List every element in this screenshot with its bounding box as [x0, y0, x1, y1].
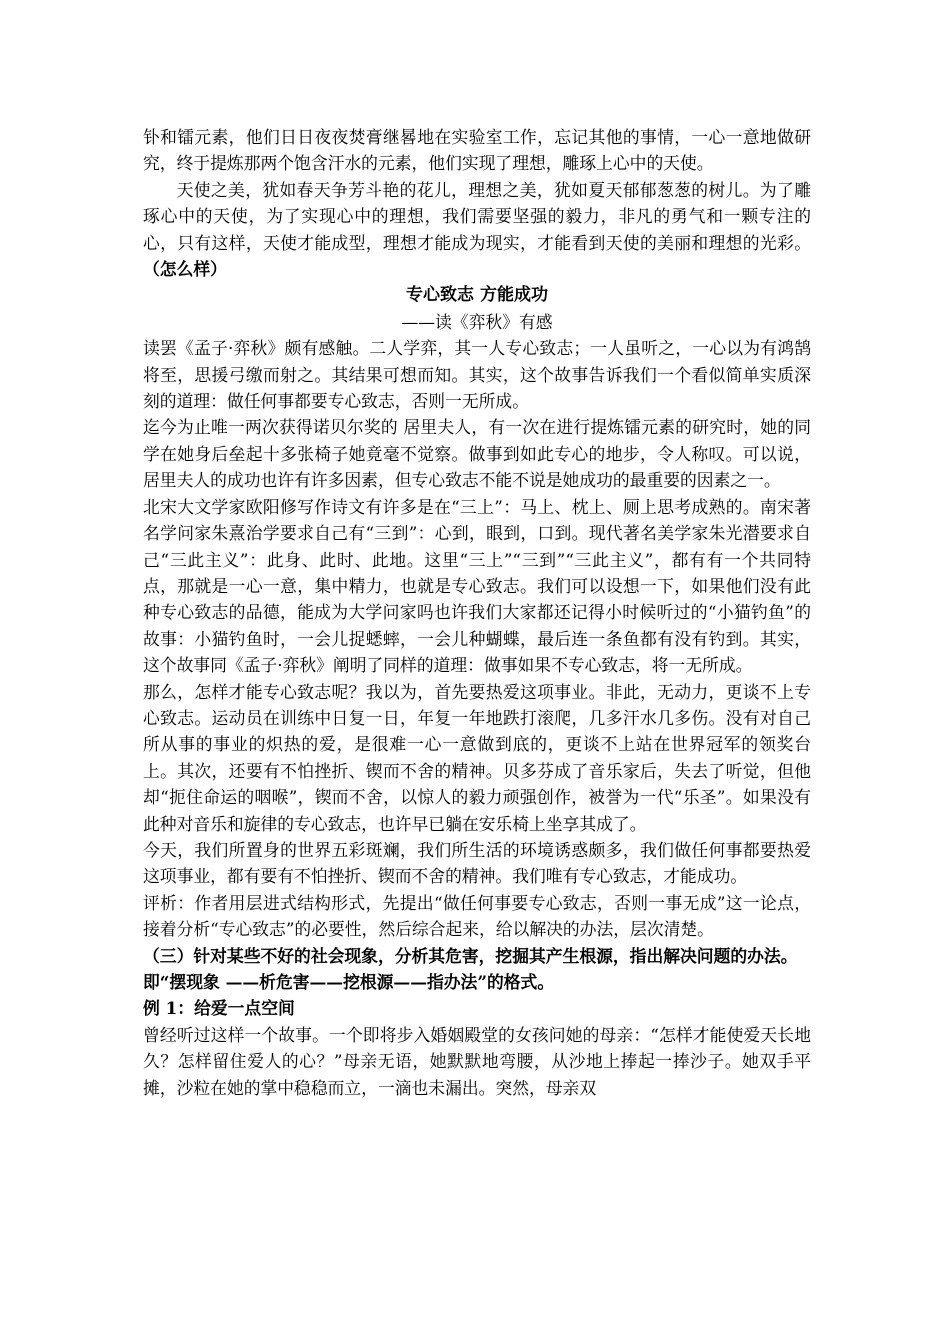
example-title: 例 1：给爱一点空间	[143, 998, 295, 1019]
paragraph-how-to: 那么，怎样才能专心致志呢？我以为，首先要热爱这项事业。非此，无动力，更谈不上专心致志。运动员在训练中日复一日，年复一年地跌打滚爬，几多汗水几多伤。没有对自己所从事的事业的炽热的爱，是很难一心一意做到底的，更谈不上站在世界冠军的领奖台上。其次，还要有不怕挫折、锲而不舍的精神。贝多芬成了音乐家后，失去了听觉，但他却“扼住命运的咽喉”，锲而不舍，以惊人的毅力顽强创作，被誉为一代“乐圣”。如果没有此种对音乐和旋律的专心致志，也许早已躺在安乐椅上坐享其成了。	[143, 681, 811, 834]
paragraph-ouyangxiu: 北宋大文学家欧阳修写作诗文有许多是在“三上”：马上、枕上、厕上思考成熟的。南宋著名学问家朱熹治学要求自己有“三到”：心到，眼到，口到。现代著名美学家朱光潜要求自己“三此主义”：此身、此时、此地。这里“三上”“三到”“三此主义”，都有有一个共同特点，那就是一心一意，集中精力，也就是专心致志。我们可以设想一下，如果他们没有此种专心致志的品德，能成为大学问家吗也许我们大家都还记得小时候听过的“小猫钓鱼”的故事：小猫钓鱼时，一会儿捉蟋蟀，一会儿种蝴蝶，最后连一条鱼都有没有钓到。其实，这个故事同《孟子·弈秋》阐明了同样的道理：做事如果不专心致志，将一无所成。	[143, 496, 811, 676]
paragraph-today: 今天，我们所置身的世界五彩斑斓，我们所生活的环境诱惑颇多，我们做任何事都要热爱这项事业，都有要有不怕挫折、锲而不舍的精神。我们唯有专心致志，才能成功。	[143, 839, 811, 887]
paragraph-commentary: 评析：作者用层进式结构形式，先提出“做任何事要专心致志，否则一事无成”这一论点，接着分析“专心致志”的必要性，然后综合起来，给以解决的办法，层次清楚。	[143, 892, 811, 940]
document-page	[143, 124, 811, 1101]
paragraph-text: 天使之美，犹如春天争芳斗艳的花儿，理想之美，犹如夏天郁郁葱葱的树儿。为了雕琢心中的天使，为了实现心中的理想，我们需要坚强的毅力，非凡的勇气和一颗专注的心，只有这样，天使才能成型，理想才能成为现实，才能看到天使的美丽和理想的光彩。	[143, 179, 811, 253]
essay-title: 专心致志 方能成功	[406, 285, 548, 306]
essay-subtitle: ——读《弈秋》有感	[401, 311, 553, 332]
paragraph-angel-beauty	[143, 177, 811, 283]
paragraph-yiqiu: 读罢《孟子·弈秋》颇有感触。二人学弈，其一人专心致志；一人虽听之，一心以为有鸿鹄将至，思援弓缴而射之。其结果可想而知。其实，这个故事告诉我们一个看似简单实质深刻的道理：做任何事都要专心致志，否则一无所成。	[143, 338, 811, 412]
annotation-note: （怎么样）	[143, 259, 227, 280]
paragraph-curie: 迄今为止唯一两次获得诺贝尔奖的 居里夫人，有一次在进行提炼镭元素的研究时，她的同学在她身后垒起十多张椅子她竟毫不觉察。做事到如此专心的地步，令人称叹。可以说，居里夫人的成功也许有许多因素，但专心致志不能不说是她成功的最重要的因素之一。	[143, 417, 811, 491]
paragraph-story: 曾经听过这样一个故事。一个即将步入婚姻殿堂的女孩问她的母亲：“怎样才能使爱天长地久？怎样留住爱人的心？”母亲无语，她默默地弯腰，从沙地上捧起一捧沙子。她双手平摊，沙粒在她的掌中稳稳而立，一滴也未漏出。突然，母亲双	[143, 1024, 811, 1098]
section-heading: （三）针对某些不好的社会现象，分析其危害，挖掘其产生根源，指出解决问题的办法。	[143, 945, 798, 966]
section-format: 即“摆现象 ——析危害——挖根源——指办法”的格式。	[143, 972, 555, 992]
paragraph-intro-end: 钋和镭元素，他们日日夜夜焚膏继晷地在实验室工作，忘记其他的事情，一心一意地做研究，终于提炼那两个饱含汗水的元素，他们实现了理想，雕琢上心中的天使。	[143, 127, 811, 174]
